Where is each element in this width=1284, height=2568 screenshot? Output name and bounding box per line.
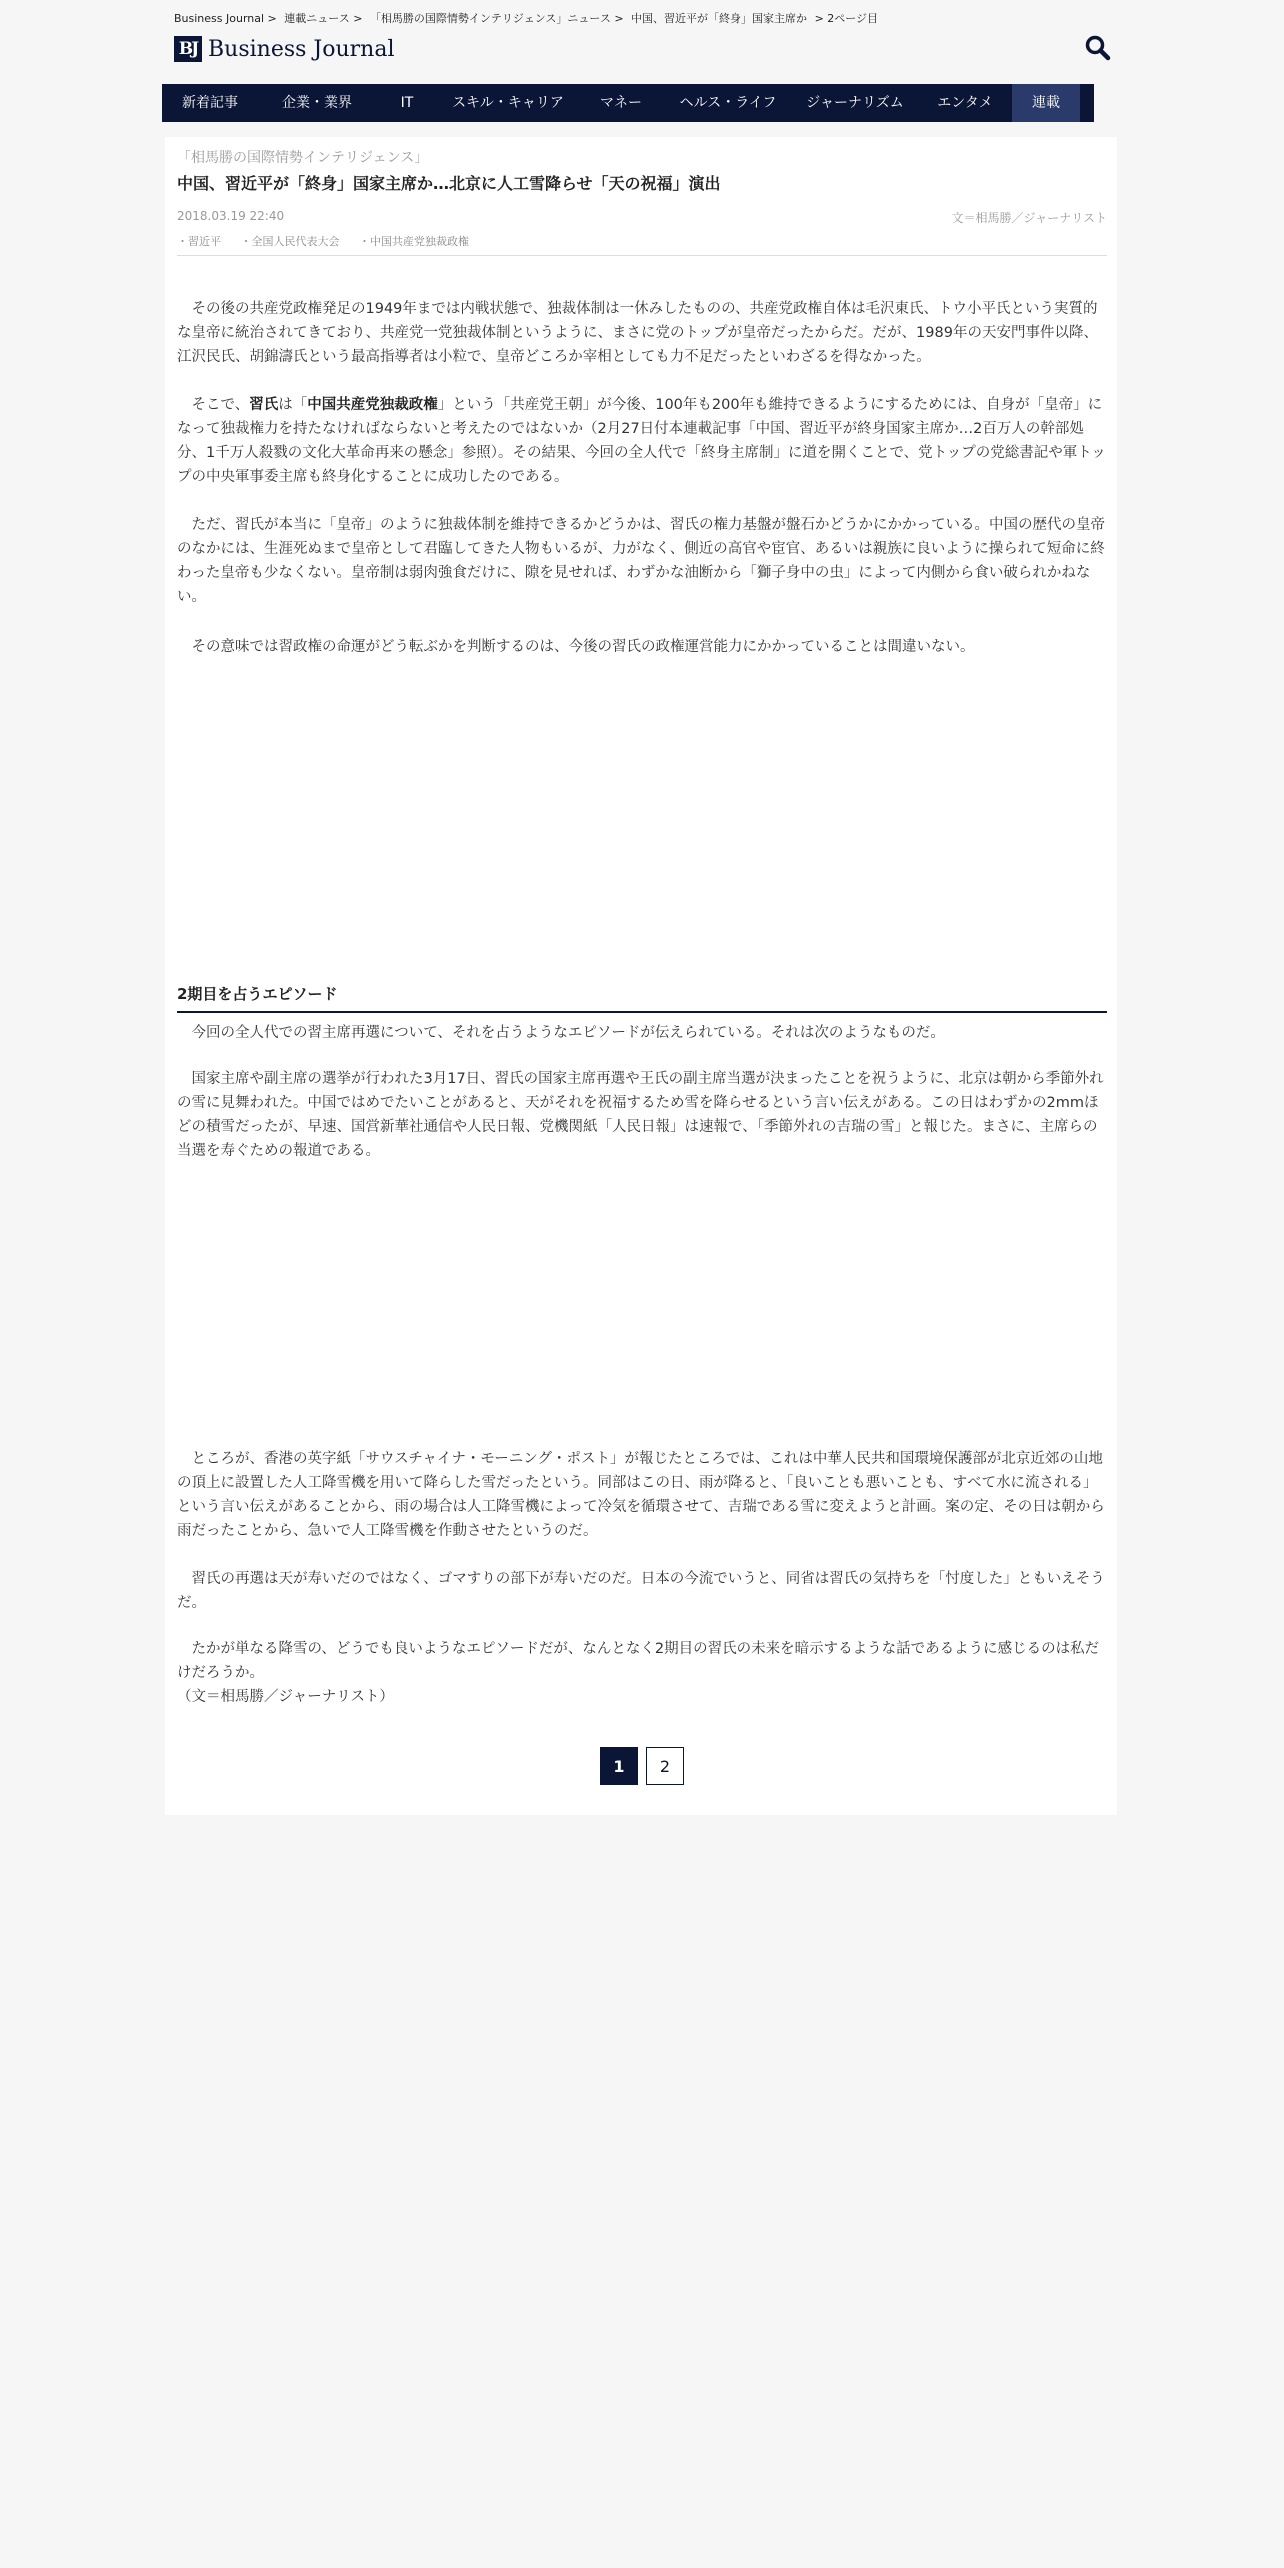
breadcrumb-page: > 2ページ目: [814, 12, 879, 25]
main-nav: [162, 84, 1094, 122]
logo-text: Business Journal: [208, 36, 395, 62]
pagination: [600, 1747, 684, 1785]
paragraph: 今回の全人代での習主席再選について、それを占うようなエピソードが伝えられている。それは次のようなものだ。: [191, 1025, 945, 1041]
series-title[interactable]: 「相馬勝の国際情勢インテリジェンス」: [177, 150, 429, 166]
tag-item[interactable]: ・全国人民代表大会: [240, 235, 340, 248]
article-date: 2018.03.19 22:40: [177, 209, 285, 223]
paragraph: ただ、習氏が本当に「皇帝」のように独裁体制を維持できるかどうかは、習氏の権力基盤が盤石かどうかにかかっている。中国の歴代の皇帝のなかには、生涯死ぬまで皇帝として君臨してきた人物もいるが、力がなく、側近の高官や宦官、あるいは親族に良いように操られて短命に終わった皇帝も少なくない。皇帝制は弱肉強食だけに、隙を見せれば、わずかな油断から「獅子身中の虫」によって内側から食い破られかねない。: [177, 517, 1105, 605]
article-signature: （文＝相馬勝／ジャーナリスト）: [177, 1689, 394, 1705]
breadcrumb-series-news[interactable]: 連載ニュース >: [284, 12, 363, 25]
paragraph: ところが、香港の英字紙「サウスチャイナ・モーニング・ポスト」が報じたところでは、これは中華人民共和国環境保護部が北京近郊の山地の頂上に設置した人工降雪機を用いて降らした雪だったという。同部はこの日、雨が降ると、「良いことも悪いことも、すべて水に流される」という言い伝えがあることから、雨の場合は人工降雪機によって冷気を循環させて、吉瑞である雪に変えようと計画。案の定、その日は朝から雨だったことから、急いで人工降雪機を作動させたというのだ。: [177, 1451, 1105, 1539]
tag-item[interactable]: ・中国共産党独裁政権: [359, 235, 469, 248]
nav-item[interactable]: 企業・業界: [282, 95, 352, 111]
breadcrumb-article[interactable]: 中国、習近平が「終身」国家主席か: [631, 12, 808, 25]
paragraph: 習氏の再選は天が寿いだのではなく、ゴマすりの部下が寿いだのだ。日本の今流でいうと、同省は習氏の気持ちを「忖度した」ともいえそうだ。: [177, 1571, 1105, 1611]
logo-mark: BJ: [174, 36, 202, 62]
breadcrumb-column[interactable]: 「相馬勝の国際情勢インテリジェンス」ニュース >: [369, 12, 624, 25]
paragraph: たかが単なる降雪の、どうでも良いようなエピソードだが、なんとなく2期目の習氏の未来を暗示するような話であるように感じるのは私だけだろうか。: [177, 1641, 1100, 1681]
nav-item[interactable]: スキル・キャリア: [452, 95, 564, 111]
page-1-button[interactable]: 1: [600, 1747, 638, 1785]
divider: [177, 255, 1107, 256]
page-2-button[interactable]: 2: [646, 1747, 684, 1785]
paragraph: 国家主席や副主席の選挙が行われた3月17日、習氏の国家主席再選や王氏の副主席当選が決まったことを祝うように、北京は朝から季節外れの雪に見舞われた。中国ではめでたいことがあると、天がそれを祝福するため雪を降らせるという言い伝えがある。この日はわずかの2mmほどの積雪だったが、早速、国営新華社通信や人民日報、党機関紙「人民日報」は速報で、「季節外れの吉瑞の雪」と報じた。まさに、主席らの当選を寿ぐための報道である。: [177, 1071, 1104, 1159]
nav-item[interactable]: IT: [400, 95, 414, 111]
paragraph: その意味では習政権の命運がどう転ぶかを判断するのは、今後の習氏の政権運営能力にかかっていることは間違いない。: [191, 639, 975, 655]
nav-item[interactable]: マネー: [600, 95, 642, 111]
paragraph: そこで、習氏は「中国共産党独裁政権」という「共産党王朝」が今後、100年も200年も維持できるようにするためには、自身が「皇帝」になって独裁権力を持たなければならないと考えたのではないか（2月27日付本連載記事「中国、習近平が終身国家主席か…2百万人の幹部処分、1千万人殺戮の文化大革命再来の懸念」参照）。その結果、今回の全人代で「終身主席制」に道を開くことで、党トップの党総書記や軍トップの中央軍事委主席も終身化することに成功したのである。: [177, 397, 1106, 485]
nav-item[interactable]: 新着記事: [182, 95, 238, 111]
article-title: 中国、習近平が「終身」国家主席か…北京に人工雪降らせ「天の祝福」演出: [177, 174, 721, 193]
breadcrumb: [174, 10, 882, 26]
article-container: [165, 137, 1117, 1815]
paragraph: その後の共産党政権発足の1949年までは内戦状態で、独裁体制は一休みしたものの、共産党政権自体は毛沢東氏、トウ小平氏という実質的な皇帝に統治されてきており、共産党一党独裁体制というように、まさに党のトップが皇帝だったからだ。だが、1989年の天安門事件以降、江沢民氏、胡錦濤氏という最高指導者は小粒で、皇帝どころか宰相としても力不足だったといわざるを得なかった。: [177, 301, 1098, 365]
nav-item[interactable]: エンタメ: [937, 95, 993, 111]
site-logo[interactable]: [174, 36, 395, 62]
tag-list: [177, 233, 1107, 249]
search-icon: [1084, 34, 1112, 62]
tag-item[interactable]: ・習近平: [177, 235, 221, 248]
nav-item[interactable]: ジャーナリズム: [806, 95, 904, 111]
section-heading: 2期目を占うエピソード: [177, 983, 1107, 1013]
article-meta: [177, 209, 1107, 226]
nav-item[interactable]: 連載: [1012, 84, 1080, 122]
search-button[interactable]: [1084, 34, 1112, 62]
nav-item[interactable]: ヘルス・ライフ: [679, 95, 777, 111]
breadcrumb-home[interactable]: Business Journal >: [174, 12, 277, 25]
article-author: 文＝相馬勝／ジャーナリスト: [951, 211, 1107, 225]
